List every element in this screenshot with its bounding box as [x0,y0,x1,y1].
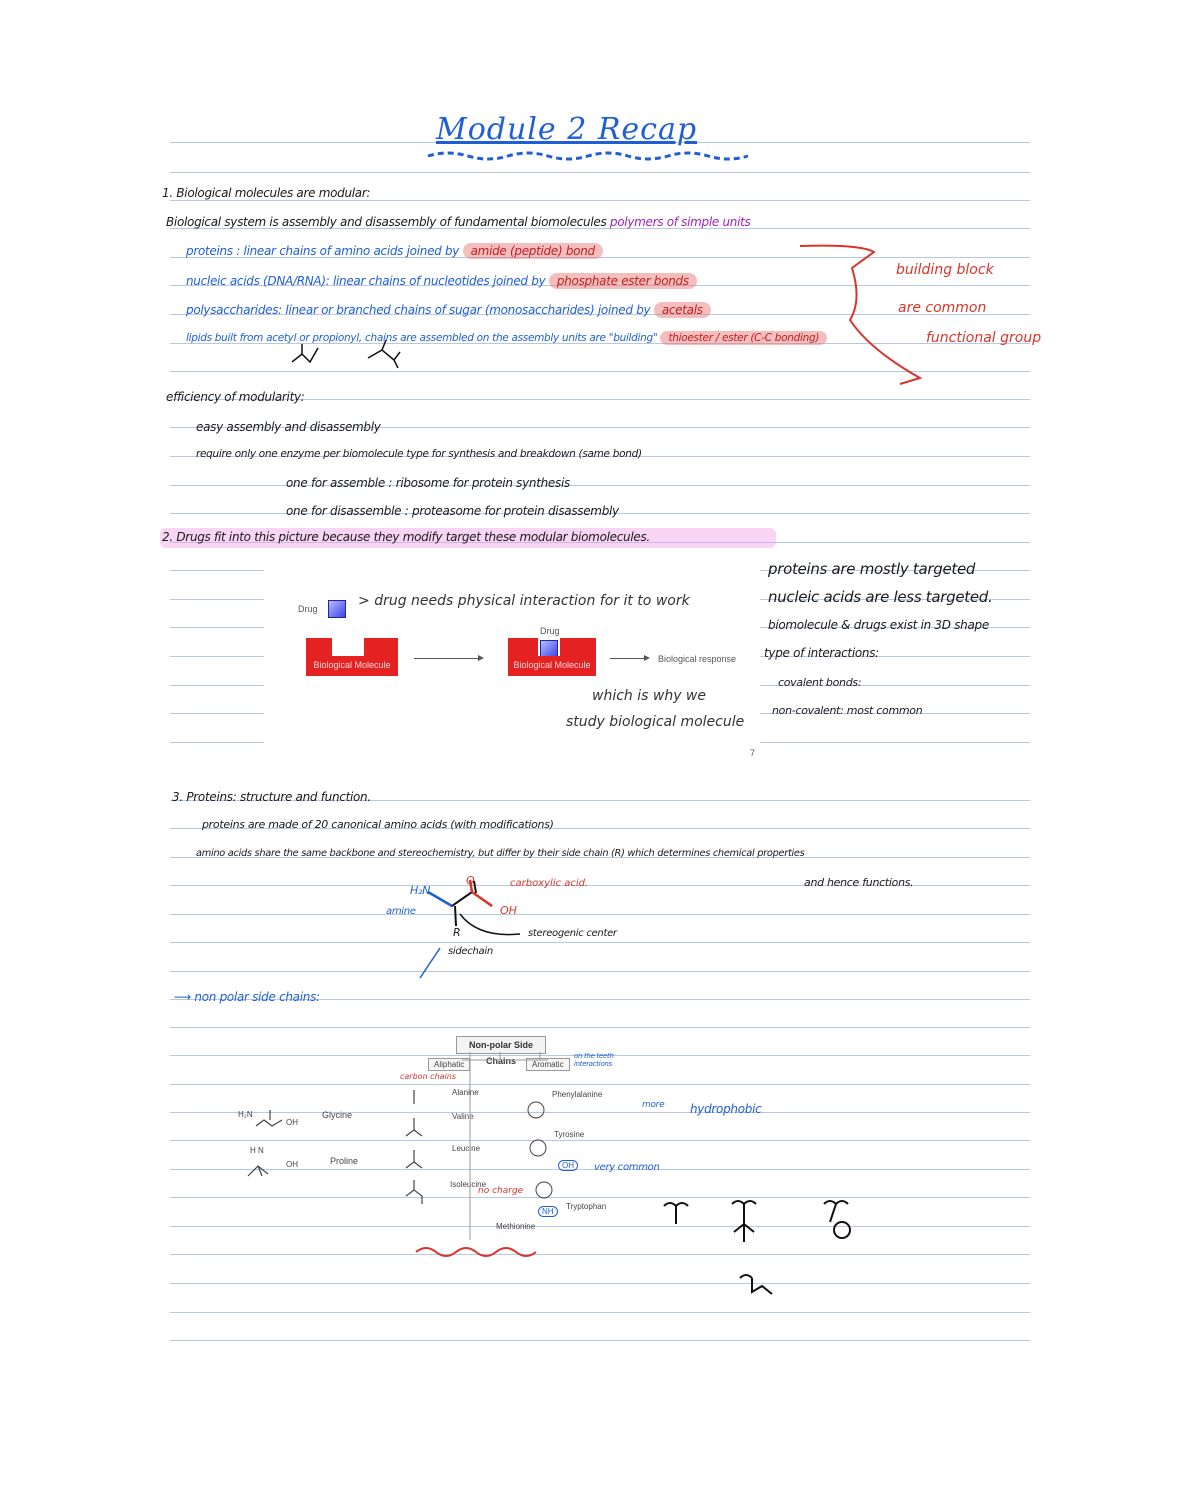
page-number: 7 [750,748,756,758]
nonpolar-heading: ⟶ non polar side chains: [174,990,320,1004]
amino-tryptophan: Tryptophan [566,1202,607,1211]
mol-o: O [466,874,475,887]
stereo-arrow-icon [460,914,520,935]
bio-response-label: Biological response [658,654,737,664]
bracket-note-1: building block [896,262,994,278]
section3-line2: amino acids share the same backbone and stereochemistry, but differ by their side chain (R) which determines chemical properties [196,848,805,859]
bullet-lipids-highlight: thioester / ester (C-C bonding) [660,331,827,345]
phenyl-ring-icon [528,1102,544,1118]
efficiency-item-2: require only one enzyme per biomolecule type for synthesis and breakdown (same bond) [196,448,642,460]
chart-tree-lines [462,1052,548,1240]
mol-h2n: H₂N [410,884,431,897]
amino-proline: Proline [330,1156,359,1166]
note-carbon-chains: carbon chains [400,1072,457,1081]
section1-heading: 1. Biological molecules are modular: [162,186,371,200]
side-note-2: nucleic acids are less targeted. [768,588,993,606]
note-no-charge: no charge [478,1186,524,1196]
figure-note-top: > drug needs physical interaction for it to work [358,593,690,609]
amino-backbone-icon [428,880,492,926]
bracket-note-3: functional group [926,330,1042,346]
figure-drug-label: Drug [298,604,318,614]
side-note-6: non-covalent: most common [772,704,923,717]
efficiency-item-3: one for assemble : ribosome for protein synthesis [286,476,570,490]
side-note-1: proteins are mostly targeted [768,560,976,578]
chip-nh: NH [538,1206,558,1217]
page-title: Module 2 Recap [436,112,698,147]
bullet-lipids-text: lipids built from acetyl or propionyl, chains are assembled on the assembly units are "building" [186,332,658,344]
chart-title: Non-polar Side Chains [456,1036,546,1054]
red-bracket [800,246,920,384]
amino-methionine: Methionine [496,1222,536,1231]
title-underline [428,153,748,159]
amino-phenylalanine: Phenylalanine [552,1090,603,1099]
section2-heading: 2. Drugs fit into this picture because they modify target these modular biomolecules. [162,530,650,544]
efficiency-item-1: easy assembly and disassembly [196,420,381,434]
efficiency-heading: efficiency of modularity: [166,390,305,404]
label-sidechain: sidechain [448,946,493,957]
mol-r: R [453,926,461,939]
proline-nh: H N [250,1146,264,1155]
glycine-oh: OH [286,1118,298,1127]
chip-aromatic: Aromatic [526,1058,570,1071]
label-stereo: stereogenic center [528,928,617,939]
bullet-poly-text: polysaccharides: linear or branched chains of sugar (monosaccharides) joined by [186,303,651,317]
bullet-proteins-highlight: amide (peptide) bond [463,243,603,259]
note-very-common: very common [594,1162,660,1173]
indole-ring-icon [536,1182,552,1198]
glycine-h2n: H₂N [238,1110,253,1119]
bio-molecule-2-label: Biological Molecule [508,656,596,676]
figure-drug-label-2: Drug [540,626,560,636]
bullet-poly-highlight: acetals [654,302,711,318]
proline-oh: OH [286,1160,298,1169]
lipid-sketch-icon [292,340,400,368]
amino-alanine: Alanine [452,1088,479,1097]
note-on-the-teeth: on the teeth interactions [574,1052,614,1068]
chip-oh: OH [558,1160,578,1171]
label-carboxylic: carboxylic acid. [510,878,589,889]
amino-glycine: Glycine [322,1110,353,1120]
sidechain-arrow-icon [420,948,440,978]
section1-line1-purple: polymers of simple units [609,215,751,229]
section1-line1-text: Biological system is assembly and disassembly of fundamental biomolecules [166,215,607,229]
tyrosine-ring-icon [530,1140,546,1156]
amino-tyrosine: Tyrosine [554,1130,585,1139]
glycine-proline-icons [248,1110,282,1176]
efficiency-item-4: one for disassemble : proteasome for protein disassembly [286,504,619,518]
figure-note-bottom-2: study biological molecule [566,714,745,730]
amine-bond-icon [428,892,452,906]
section3-line2b: and hence functions. [804,876,914,889]
red-squiggle [416,1248,536,1256]
nonpolar-heading-text: non polar side chains: [194,990,320,1004]
bullet-nucleic-text: nucleic acids (DNA/RNA): linear chains of nucleotides joined by [186,274,546,288]
amino-isoleucine: Isoleucine [450,1180,487,1189]
aliphatic-skeleton-icons [406,1090,422,1204]
handdrawn-skeleton-icons [664,1201,848,1294]
note-hydrophobic: hydrophobic [690,1102,762,1116]
mol-oh: OH [500,904,517,917]
carboxyl-bond-icon [470,880,492,906]
section3-heading: 3. Proteins: structure and function. [172,790,371,804]
figure-note-top-text: drug needs physical interaction for it to work [374,593,690,609]
bracket-note-2: are common [898,300,987,316]
side-note-3: biomolecule & drugs exist in 3D shape [768,618,989,632]
handdrawn-ring-icon [834,1222,850,1238]
amino-leucine: Leucine [452,1144,481,1153]
note-more: more [642,1100,665,1110]
bullet-proteins-text: proteins : linear chains of amino acids joined by [186,244,460,258]
chip-aliphatic: Aliphatic [428,1058,470,1071]
side-note-5: covalent bonds: [778,676,862,689]
figure-note-bottom-1: which is why we [592,688,706,704]
side-note-4: type of interactions: [764,646,879,660]
amino-valine: Valine [452,1112,474,1121]
bio-molecule-1-label: Biological Molecule [306,656,398,676]
bullet-nucleic-highlight: phosphate ester bonds [549,273,697,289]
label-amine: amine [386,906,416,917]
section3-line1: proteins are made of 20 canonical amino acids (with modifications) [202,818,554,831]
